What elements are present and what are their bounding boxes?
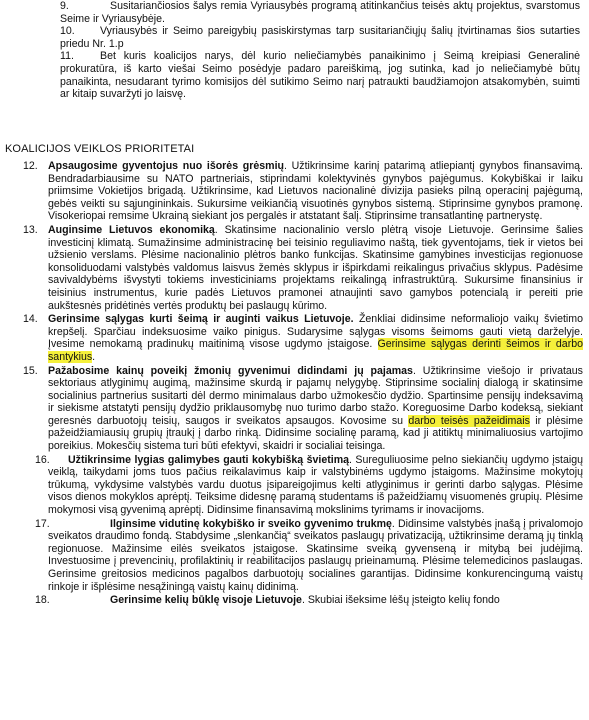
item-text: . Užtikrinsime karinį patarimą atliepiantį gynybos finansavimą. Bendradarbiausime su NATO partneriais, stiprindami kolektyvinės gynybos pajėgumus. Kokybiškai ir laiku priimsime Vokietijos brigadą. Užtikrinsime, kad Lietuvos nacionalinė divizija pasieks pilną operacinį pajėgumą, gebės veikti su sąjungininkais. Sukursime veikiančią visuotinės gynybos sistemą. Stiprinsime gynybos pramonę. Visokeriopai remsime Ukrainą siekiant jos pergalės ir atstatant šalį. Stiprinsime transatlantinę partnerystę. — [48, 160, 583, 223]
paragraph-number: 11. — [60, 50, 74, 63]
item-title: Pažabosime kainų poveikį žmonių gyvenimui didindami jų pajamas — [48, 364, 413, 377]
item-text-end: ir plėsime pažeidžiamiausių grupių įtraukį į darbo rinką. Didinsime socialinę paramą, kad ji atitiktų minimaliuosius vartojimo poreikius. Mokesčių sistema turi būti efektyvi, skaidri ir socialiai teisinga. — [48, 414, 583, 453]
item-text: . Skubiai išeksime lėšų įsteigto kelių fondo — [301, 594, 500, 607]
item-number: 17. — [35, 517, 50, 530]
item-number: 18. — [35, 594, 50, 607]
priorities-list — [23, 160, 583, 608]
highlighted-text: darbo teisės pažeidimais — [408, 414, 530, 427]
item-number: 14. — [23, 313, 38, 326]
item-text-end: . — [92, 350, 96, 363]
item-text: . Didinsime valstybės įnašą į privalomojo sveikatos draudimo fondą. Stabdysime „slenkančią“ sveikatos paslaugų privatizaciją, užtikrinsime deramą jų tinklą regionuose. Mažinsime eilės sveikatos įstaigose. Skatinsime sveiką gyvenseną ir mitybą bei judėjimą. Investuosime į prevencinių, profilaktinių ir reabilitacijos paslaugų prieinamumą. Plėsime telemedicinos paslaugas. Gerinsime greitosios medicinos pagalbos darbuotojų socialines garantijas. Didinsime konkurencingumą vaistų rinkoje ir išplėsime nesąžiningą vaistų kainų didinimą. — [48, 517, 583, 593]
item-title: Užtikrinsime lygias galimybes gauti kokybišką švietimą — [68, 453, 350, 466]
item-text: . Skatinsime nacionalinio verslo plėtrą visoje Lietuvoje. Gerinsime šalies investicinį klimatą. Sumažinsime administracinę bei teisinio reguliavimo naštą, tiek gyventojams, tiek ir vietos bei užsienio verslams. Plėsime nacionalinio plėtros banko funkcijas. Skatinsime gamybines investicijas regionuose konsoliduodami valstybės valdomus laisvus žemės sklypus ir išpirkdami reikalingus privačius sklypus. Padėsime savivaldybėms išvystyti tokiems investiciniams projektams reikalingą infrastruktūrą. Sukursime finansinius ir teisinius instrumentus, kurie padės Lietuvos pramonei atnaujinti savo gamybos potencialą ir pereiti prie aukštesnės pridėtinės vertės produktų bei paslaugų kūrimo. — [48, 223, 583, 312]
paragraph-number: 9. — [60, 0, 69, 12]
item-number: 12. — [23, 160, 38, 172]
intro-paragraph — [60, 50, 580, 100]
highlighted-text: Gerinsime sąlygas derinti šeimos ir darbo santykius — [48, 338, 583, 363]
paragraph-text: Bet kuris koalicijos narys, dėl kurio neliečiamybės panaikinimo į Seimą kreipiasi Generalinė prokuratūra, iš karto viešai Seimo posėdyje padaro pareiškimą, jog sutinka, kad jo neliečiamybė būtų panaikinta, nesudarant tyrimo komisijos dėl sutikimo Seimo narį patraukti baudžiamojon atsakomybėn, suimti ar kitaip suvaržyti jo laisvę. — [60, 50, 580, 101]
list-item — [23, 313, 583, 363]
list-item — [23, 594, 583, 607]
list-item — [23, 224, 583, 312]
list-item — [23, 365, 583, 453]
list-item — [23, 454, 583, 517]
item-number: 16. — [35, 453, 50, 466]
intro-paragraphs — [60, 0, 580, 101]
item-text: Ženkliai didinsime neformaliojo vaikų švietimo krepšelį. Sparčiau indeksuosime vaiko pinigus. Sudarysime sąlygas visoms šeimoms gauti vietą darželyje. Įvesime nemokamą pradinukų maitinimą visose ugdymo įstaigose. — [48, 313, 584, 351]
item-title: Auginsime Lietuvos ekonomiką — [48, 223, 215, 236]
intro-paragraph — [60, 0, 580, 25]
item-text: . Užtikrinsime viešojo ir privataus sektoriaus atlyginimų augimą, mažinsime skurdą ir pajamų nelygybę. Stiprinsime socialinį dialogą ir skatinsime socialinius partnerius susitarti dėl dermo minimalaus darbo užmokesčio dydžio. Spartinsime pensijų indeksavimą ir siekisme atstatyti pensijų dydžio priklausomybę nuo turimo darbo stažo. Koreguosime Darbo kodeksą, siekiant geresnės darbuotojų teisių, saugos ir sveikatos apsaugos. Kovosime su — [48, 364, 583, 427]
paragraph-number: 10. — [60, 25, 75, 38]
item-number: 15. — [23, 364, 38, 377]
item-text: . Sureguliuosime pelno siekiančių ugdymo įstaigų veiklą, taikydami joms tuos pačius reikalavimus kaip ir valstybinėms ugdymo įstaigoms. Mažinsime mokytojų trūkumą, vykdysime valstybės vardu duotus įsipareigojimus kelti atlyginimus ir gerinti darbo sąlygas. Plėsime visos dienos mokyklos aprėptį. Teiksime didesnę paramą studentams iš pažeidžiamų visuomenės grupių. Plėsime mokymosi visą gyvenimą aprėptį. Didinsime finansavimą mokslinims tyrimams ir inovacijoms. — [48, 453, 583, 517]
intro-paragraph — [60, 25, 580, 50]
item-title: Gerinsime kelių būklę visoje Lietuvoje — [110, 594, 302, 607]
list-item — [23, 518, 583, 594]
item-title: Apsaugosime gyventojus nuo išorės grėsmių — [48, 160, 284, 172]
item-title: Gerinsime sąlygas kurti šeimą ir auginti vaikus Lietuvoje. — [48, 313, 354, 326]
list-item — [23, 160, 583, 223]
item-number: 13. — [23, 223, 38, 236]
item-title: Ilginsime vidutinę kokybiško ir sveiko gyvenimo trukmę — [110, 517, 392, 530]
paragraph-text: Vyriausybės ir Seimo pareigybių pasiskirstymas tarp susitariančiųjų šalių įtvirtinamas šios sutarties priedu Nr. 1.p — [60, 25, 580, 50]
section-heading: KOALICIJOS VEIKLOS PRIORITETAI — [5, 143, 195, 155]
paragraph-text: Susitariančiosios šalys remia Vyriausybės programą atitinkančius teisės aktų projektus, svarstomus Seime ir Vyriausybėje. — [60, 0, 580, 25]
